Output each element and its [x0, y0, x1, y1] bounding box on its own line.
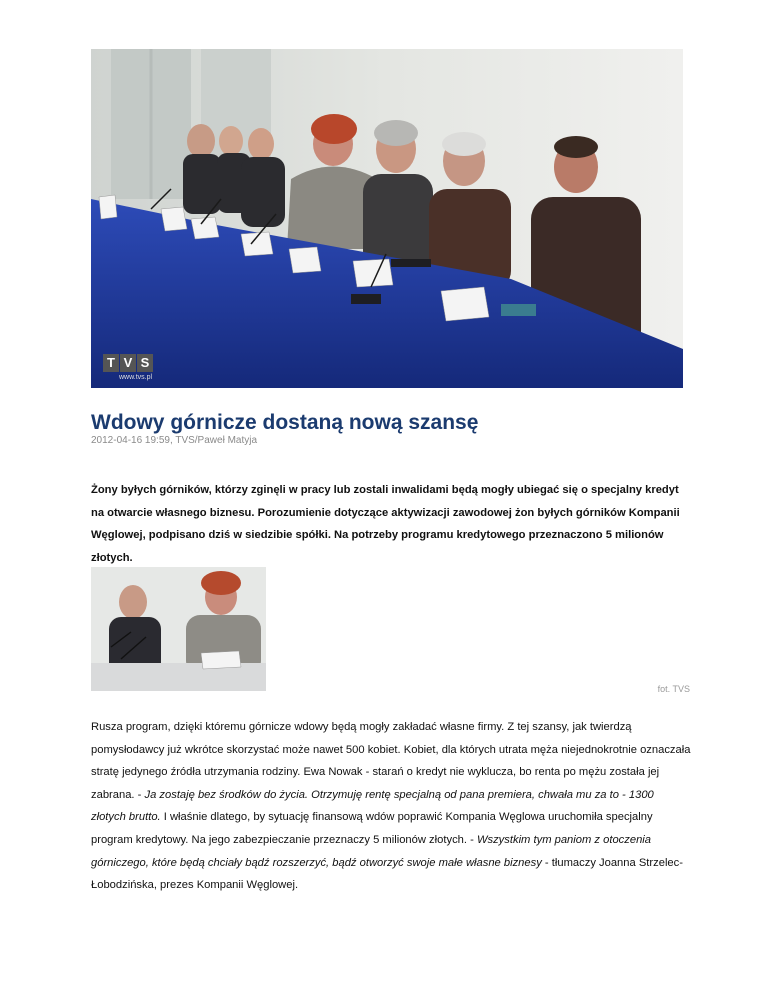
- body-text: I właśnie dlatego, by sytuację finansową wdów poprawić Kompania Węglowa uruchomiła specjalny program kredytowy. Na jego zabezpieczanie przeznaczy 5 milionów złotych. -: [91, 811, 653, 846]
- body-quote: Wszystkim tym paniom z otoczenia górniczego, które będą chciały bądź rozszerzyć, bądź otworzyć swoje małe własne biznesy: [91, 833, 652, 869]
- tvs-logo-letter: S: [137, 354, 153, 372]
- body-text: - tłumaczy Joanna Strzelec-Łobodzińska, prezes Kompanii Węglowej.: [91, 856, 683, 892]
- body-quote: Ja zostaję bez środków do życia. Otrzymuję rentę specjalną od pana premiera, chwała mu za to - 1300 złotych brutto.: [91, 788, 654, 824]
- tvs-watermark-url: www.tvs.pl: [119, 374, 153, 381]
- photo-caption: fot. TVS: [657, 684, 690, 694]
- body-text: Rusza program, dzięki któremu górnicze wdowy będą mogły zakładać własne firmy. Z tej szansy, jak twierdzą pomysłodawcy już wkrótce skorzystać może nawet 500 kobiet. Kobiet, dla których utrata męża niejednokrotnie oznaczała stratę jedynego źródła utrzymania rodziny. Ewa Nowak - starań o kredyt nie wyklucza, bo renta po mężu została jej zabrana. -: [91, 721, 691, 801]
- article-body: [91, 716, 691, 897]
- hero-photo: [91, 49, 683, 388]
- article-lead: Żony byłych górników, którzy zginęli w pracy lub zostali inwalidami będą mogły ubiegać się o specjalny kredyt na otwarcie własnego biznesu. Porozumienie dotyczące aktywizacji zawodowej żon byłych górników Kompanii Węglowej, podpisano dziś w siedzibie spółki. Na potrzeby programu kredytowego przeznaczono 5 milionów złotych.: [91, 484, 680, 564]
- tvs-logo-letter: T: [103, 354, 119, 372]
- tvs-logo-letter: V: [120, 354, 136, 372]
- article-meta: 2012-04-16 19:59, TVS/Paweł Matyja: [91, 435, 258, 446]
- tvs-watermark-logo: [103, 354, 153, 372]
- article-photo: [91, 567, 266, 691]
- article-title[interactable]: Wdowy górnicze dostaną nową szansę: [91, 411, 479, 434]
